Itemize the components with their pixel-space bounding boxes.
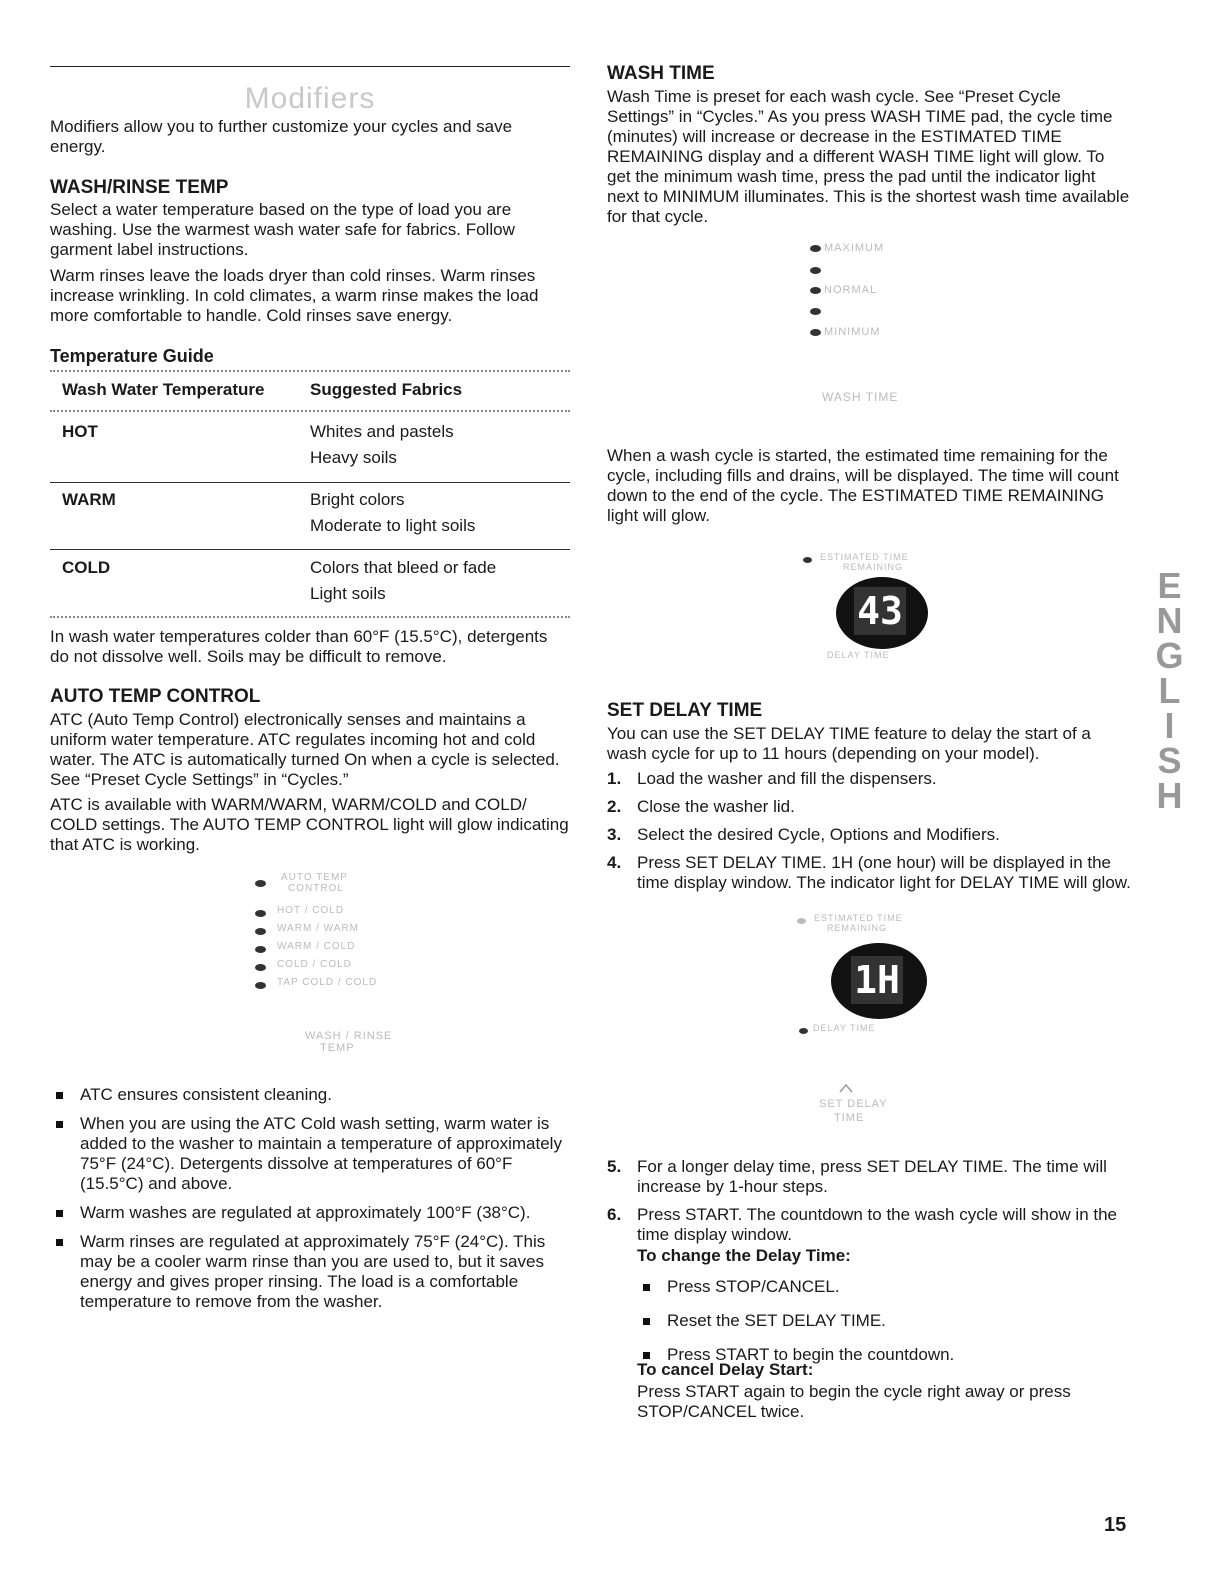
top-rule xyxy=(50,66,570,67)
list-item: Reset the SET DELAY TIME. xyxy=(637,1311,1132,1331)
step-number: 3. xyxy=(607,825,622,844)
panel-label: AUTO TEMP xyxy=(281,872,348,883)
wash-rinse-button-label-2: TEMP xyxy=(320,1042,355,1054)
fabric-cell: Light soils xyxy=(310,584,386,603)
step-number: 6. xyxy=(607,1205,622,1224)
step-text: For a longer delay time, press SET DELAY TIME. The time will increase by 1-hour steps. xyxy=(637,1157,1107,1196)
indicator-light xyxy=(810,308,821,315)
section-title: Modifiers xyxy=(244,82,376,115)
panel-label: HOT / COLD xyxy=(277,905,345,916)
list-item xyxy=(607,825,1132,845)
indicator-light xyxy=(810,245,821,252)
step-text: Load the washer and fill the dispensers. xyxy=(637,769,937,788)
atc-heading: AUTO TEMP CONTROL xyxy=(50,686,261,707)
list-item: Press START to begin the countdown. xyxy=(637,1345,1132,1365)
step-text: Press SET DELAY TIME. 1H (one hour) will be displayed in the time display window. The indicator light for DELAY TIME will glow. xyxy=(637,853,1131,892)
wash-rinse-p1: Select a water temperature based on the type of load you are washing. Use the warmest wash water safe for fabrics. Follow garment label instructions. xyxy=(50,200,515,259)
time-display-window xyxy=(831,943,927,1019)
list-item: When you are using the ATC Cold wash setting, warm water is added to the washer to maintain a temperature of approximately 75°F (24°C). Detergents dissolve at temperatures of 60°F (15.5°C) and above. xyxy=(50,1114,570,1194)
row-divider xyxy=(50,549,570,550)
step-number: 4. xyxy=(607,853,622,872)
cancel-delay-text: Press START again to begin the cycle right away or press STOP/CANCEL twice. xyxy=(637,1382,1071,1421)
page-number: 15 xyxy=(1104,1514,1127,1536)
cancel-delay-heading: To cancel Delay Start: xyxy=(637,1360,814,1379)
list-item xyxy=(607,797,1132,817)
list-item: ATC ensures consistent cleaning. xyxy=(50,1085,570,1105)
wash-rinse-p2: Warm rinses leave the loads dryer than cold rinses. Warm rinses increase wrinkling. In cold climates, a warm rinse makes the load more comfortable to handle. Cold rinses save energy. xyxy=(50,266,539,325)
indicator-light xyxy=(255,928,266,935)
panel-label: ESTIMATED TIME xyxy=(814,913,903,923)
indicator-light xyxy=(255,982,266,989)
temp-cell: HOT xyxy=(62,422,98,441)
list-item xyxy=(607,853,1132,893)
display-digits: 1H xyxy=(851,956,903,1004)
step-number: 5. xyxy=(607,1157,622,1176)
delay-steps-a xyxy=(607,769,1132,893)
fabric-cell: Whites and pastels xyxy=(310,422,454,441)
delay-heading: SET DELAY TIME xyxy=(607,700,763,721)
table-rule-bottom xyxy=(50,616,570,618)
indicator-light xyxy=(810,267,821,274)
fabric-cell: Heavy soils xyxy=(310,448,397,467)
panel-label: WARM / WARM xyxy=(277,923,359,934)
table-rule-header xyxy=(50,410,570,412)
table-header-temp: Wash Water Temperature xyxy=(62,380,265,399)
panel-label: ESTIMATED TIME xyxy=(820,552,909,562)
indicator-light xyxy=(810,329,821,336)
atc-p2: ATC is available with WARM/WARM, WARM/COLD and COLD/ COLD settings. The AUTO TEMP CONTROL light will glow indicating that ATC is working. xyxy=(50,795,569,854)
table-rule-top xyxy=(50,370,570,372)
indicator-light xyxy=(797,918,806,924)
indicator-light xyxy=(255,880,266,887)
wash-time-p1: Wash Time is preset for each wash cycle. See “Preset Cycle Settings” in “Cycles.” As you press WASH TIME pad, the cycle time (minutes) will increase or decrease in the ESTIMATED TIME REMAINING display and a different WASH TIME light will glow. To get the minimum wash time, press the pad until the indicator light next to MINIMUM illuminates. This is the shortest wash time available for that cycle. xyxy=(607,87,1130,226)
panel-label: MAXIMUM xyxy=(824,242,885,254)
indicator-light xyxy=(255,964,266,971)
list-item: Warm washes are regulated at approximately 100°F (38°C). xyxy=(50,1203,570,1223)
chevron-up-icon xyxy=(839,1080,853,1090)
panel-label: COLD / COLD xyxy=(277,959,352,970)
wash-time-heading: WASH TIME xyxy=(607,63,715,84)
indicator-light xyxy=(255,946,266,953)
atc-panel-illustration xyxy=(255,870,455,1045)
temp-cell: WARM xyxy=(62,490,116,509)
wash-rinse-heading: WASH/RINSE TEMP xyxy=(50,177,229,198)
list-item: Press STOP/CANCEL. xyxy=(637,1277,1132,1297)
delay-p1: You can use the SET DELAY TIME feature to delay the start of a wash cycle for up to 11 hours (depending on your model). xyxy=(607,724,1091,763)
fabric-cell: Colors that bleed or fade xyxy=(310,558,497,577)
atc-p1: ATC (Auto Temp Control) electronically senses and maintains a uniform water temperature. ATC regulates incoming hot and cold water. The ATC is automatically turned On when a cycle is selected. See “Preset Cycle Settings” in “Cycles.” xyxy=(50,710,560,789)
indicator-light xyxy=(810,287,821,294)
indicator-light xyxy=(799,1028,808,1034)
delay-time-display xyxy=(797,913,957,1033)
change-delay-heading: To change the Delay Time: xyxy=(637,1246,851,1265)
temp-cell: COLD xyxy=(62,558,111,577)
panel-label: TAP COLD / COLD xyxy=(277,977,378,988)
panel-label: NORMAL xyxy=(824,284,878,296)
set-delay-button-label-2: TIME xyxy=(834,1112,865,1124)
indicator-light xyxy=(255,910,266,917)
step-text: Select the desired Cycle, Options and Modifiers. xyxy=(637,825,1000,844)
step-number: 2. xyxy=(607,797,622,816)
step-number: 1. xyxy=(607,769,622,788)
panel-label: REMAINING xyxy=(827,923,888,933)
panel-label: MINIMUM xyxy=(824,326,881,338)
panel-label: DELAY TIME xyxy=(827,650,890,660)
step-text: Close the washer lid. xyxy=(637,797,795,816)
panel-label: CONTROL xyxy=(288,883,344,894)
display-digits: 43 xyxy=(854,587,906,635)
wash-time-panel-illustration xyxy=(810,240,970,340)
language-tab: ENGLISH xyxy=(1149,565,1190,810)
atc-bullet-list xyxy=(50,1085,570,1321)
list-item xyxy=(607,1157,1132,1197)
wash-rinse-button-label: WASH / RINSE xyxy=(305,1030,393,1042)
panel-label: DELAY TIME xyxy=(813,1023,876,1033)
wash-time-button-label: WASH TIME xyxy=(822,390,899,404)
temp-note: In wash water temperatures colder than 60°F (15.5°C), detergents do not dissolve well. Soils may be difficult to remove. xyxy=(50,627,548,666)
list-item: Warm rinses are regulated at approximately 75°F (24°C). This may be a cooler warm rinse than you are used to, but it saves energy and gives proper rinsing. The load is a comfortable temperature to remove from the washer. xyxy=(50,1232,570,1312)
temp-guide-heading: Temperature Guide xyxy=(50,346,214,366)
wash-time-p2: When a wash cycle is started, the estimated time remaining for the cycle, including fills and drains, will be displayed. The time will count down to the end of the cycle. The ESTIMATED TIME REMAINING light will glow. xyxy=(607,446,1119,525)
list-item xyxy=(607,1205,1132,1245)
fabric-cell: Moderate to light soils xyxy=(310,516,476,535)
panel-label: WARM / COLD xyxy=(277,941,356,952)
estimated-time-display xyxy=(803,552,963,662)
indicator-light xyxy=(803,557,812,563)
row-divider xyxy=(50,482,570,483)
fabric-cell: Bright colors xyxy=(310,490,405,509)
delay-steps-b xyxy=(607,1157,1132,1245)
step-text: Press START. The countdown to the wash cycle will show in the time display window. xyxy=(637,1205,1118,1244)
set-delay-button-label: SET DELAY xyxy=(819,1098,888,1110)
intro-text: Modifiers allow you to further customize your cycles and save energy. xyxy=(50,117,513,156)
panel-label: REMAINING xyxy=(843,562,904,572)
time-display-window xyxy=(836,577,928,649)
list-item xyxy=(607,769,1132,789)
table-header-fabrics: Suggested Fabrics xyxy=(310,380,463,399)
